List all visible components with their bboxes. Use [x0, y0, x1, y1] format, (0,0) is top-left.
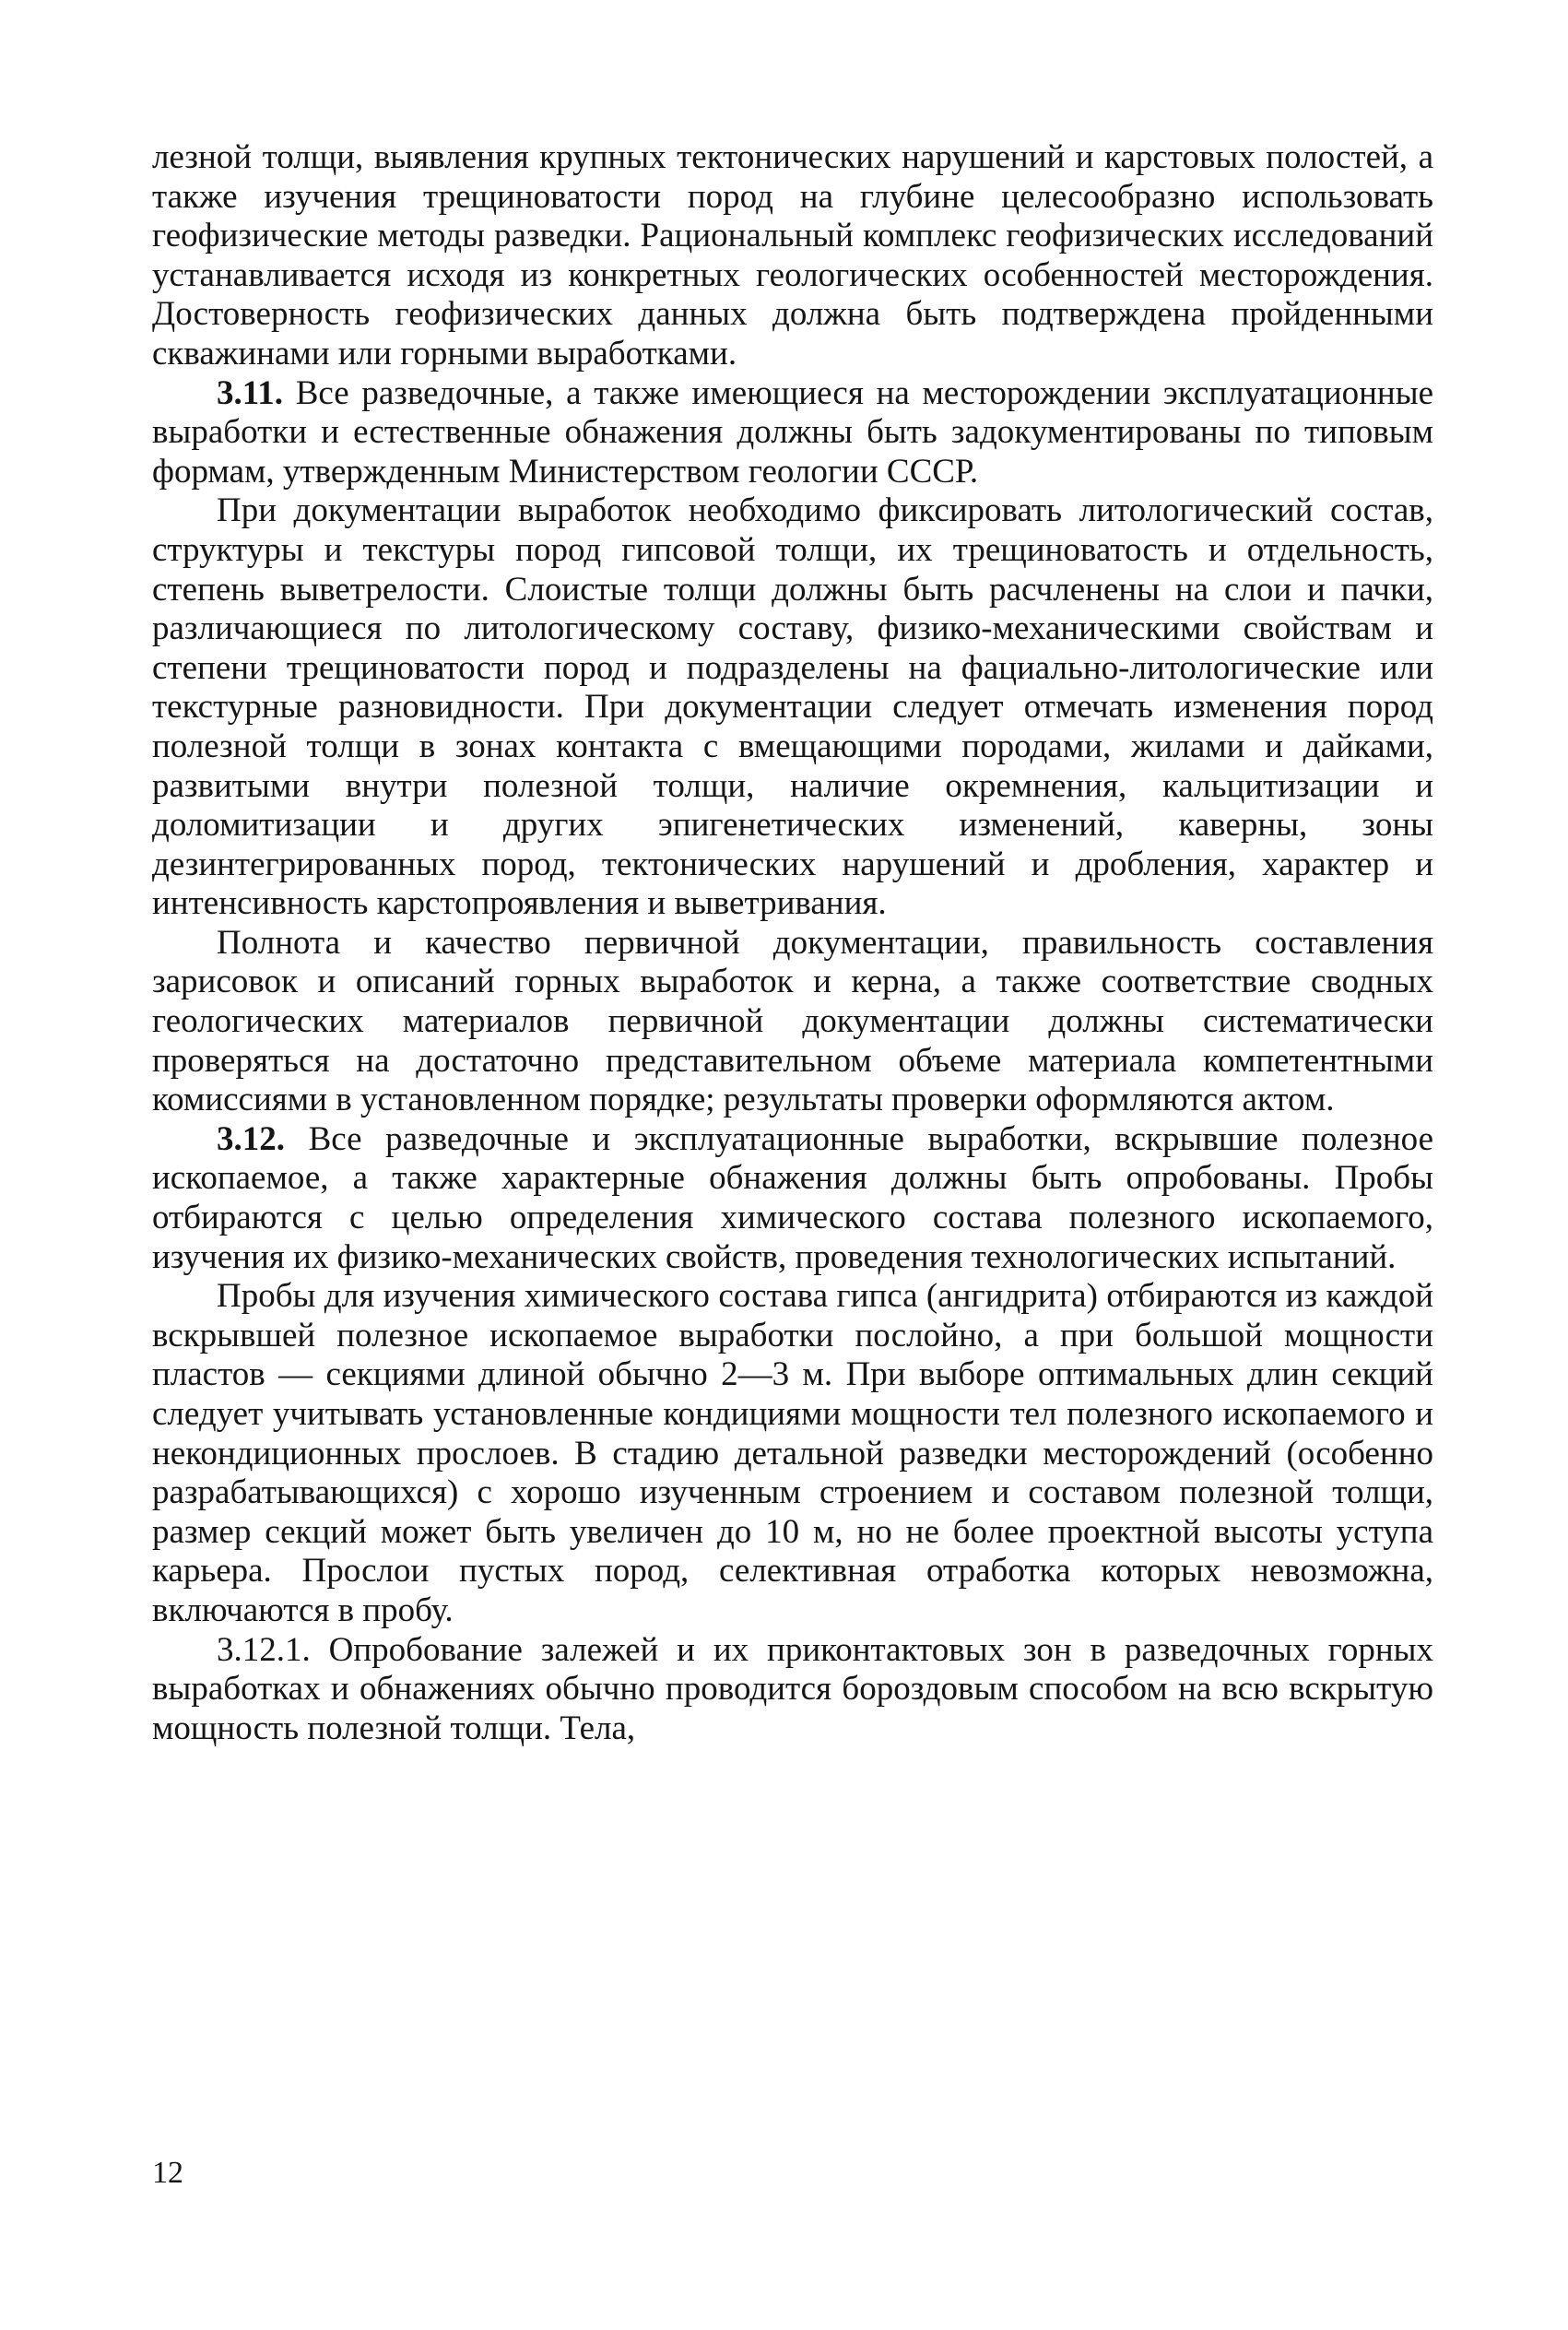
paragraph-samples — [152, 1277, 1433, 1630]
paragraph-3-12 — [152, 1120, 1433, 1277]
page-number: 12 — [152, 2156, 183, 2190]
body-text — [152, 138, 1433, 1748]
paragraph-text: Полнота и качество первичной документации, правильность составления зарисовок и описаний горных выработок и керна, а также соответствие сводных геологических материалов первичной документации должны систематически проверяться на достаточно представительном объеме материала компетентными комиссиями в установленном порядке; результаты проверки оформляются актом. — [152, 923, 1433, 1119]
paragraph-continuation — [152, 138, 1433, 374]
section-number: 3.11. — [217, 373, 283, 412]
paragraph-text: 3.12.1. Опробование залежей и их приконтактовых зон в разведочных горных выработках и обнажениях обычно проводится бороздовым способом на всю вскрытую мощность полезной толщи. Тела, — [152, 1630, 1433, 1747]
paragraph-text: При документации выработок необходимо фиксировать литологический состав, структуры и текстуры пород гипсовой толщи, их трещиноватость и отдельность, степень выветрелости. Слоистые толщи должны быть расчленены на слои и пачки, различающиеся по литологическому составу, физико-механическими свойствам и степени трещиноватости пород и подразделены на фациально-литологические или текстурные разновидности. При документации следует отмечать изменения пород полезной толщи в зонах контакта с вмещающими породами, жилами и дайками, развитыми внутри полезной толщи, наличие окремнения, кальцитизации и доломитизации и других эпигенетических изменений, каверны, зоны дезинтегрированных пород, тектонических нарушений и дробления, характер и интенсивность карстопроявления и выветривания. — [152, 491, 1433, 923]
paragraph-text: Все разведочные, а также имеющиеся на месторождении эксплуатационные выработки и естественные обнажения должны быть задокументированы по типовым формам, утвержденным Министерством геологии СССР. — [152, 373, 1434, 491]
section-number: 3.12. — [217, 1119, 285, 1158]
paragraph-text: лезной толщи, выявления крупных тектонических нарушений и карстовых полостей, а также изучения трещиноватости пород на глубине целесообразно использовать геофизические методы разведки. Рациональный комплекс геофизических исследований устанавливается исходя из конкретных геологических особенностей месторождения. Достоверность геофизических данных должна быть подтверждена пройденными скважинами или горными выработками. — [152, 138, 1433, 373]
paragraph-quality — [152, 924, 1433, 1120]
paragraph-documentation — [152, 491, 1433, 924]
paragraph-3-12-1 — [152, 1631, 1433, 1749]
paragraph-3-11 — [152, 374, 1433, 492]
paragraph-text: Все разведочные и эксплуатационные выработки, вскрывшие полезное ископаемое, а также характерные обнажения должны быть опробованы. Пробы отбираются с целью определения химического состава полезного ископаемого, изучения их физико-механических свойств, проведения технологических испытаний. — [152, 1119, 1433, 1276]
paragraph-text: Пробы для изучения химического состава гипса (ангидрита) отбираются из каждой вскрывшей полезное ископаемое выработки послойно, а при большой мощности пластов — секциями длиной обычно 2—3 м. При выборе оптимальных длин секций следует учитывать установленные кондициями мощности тел полезного ископаемого и некондиционных прослоев. В стадию детальной разведки месторождений (особенно разрабатывающихся) с хорошо изученным строением и составом полезной толщи, размер секций может быть увеличен до 10 м, но не более проектной высоты уступа карьера. Прослои пустых пород, селективная отработка которых невозможна, включаются в пробу. — [152, 1277, 1433, 1629]
